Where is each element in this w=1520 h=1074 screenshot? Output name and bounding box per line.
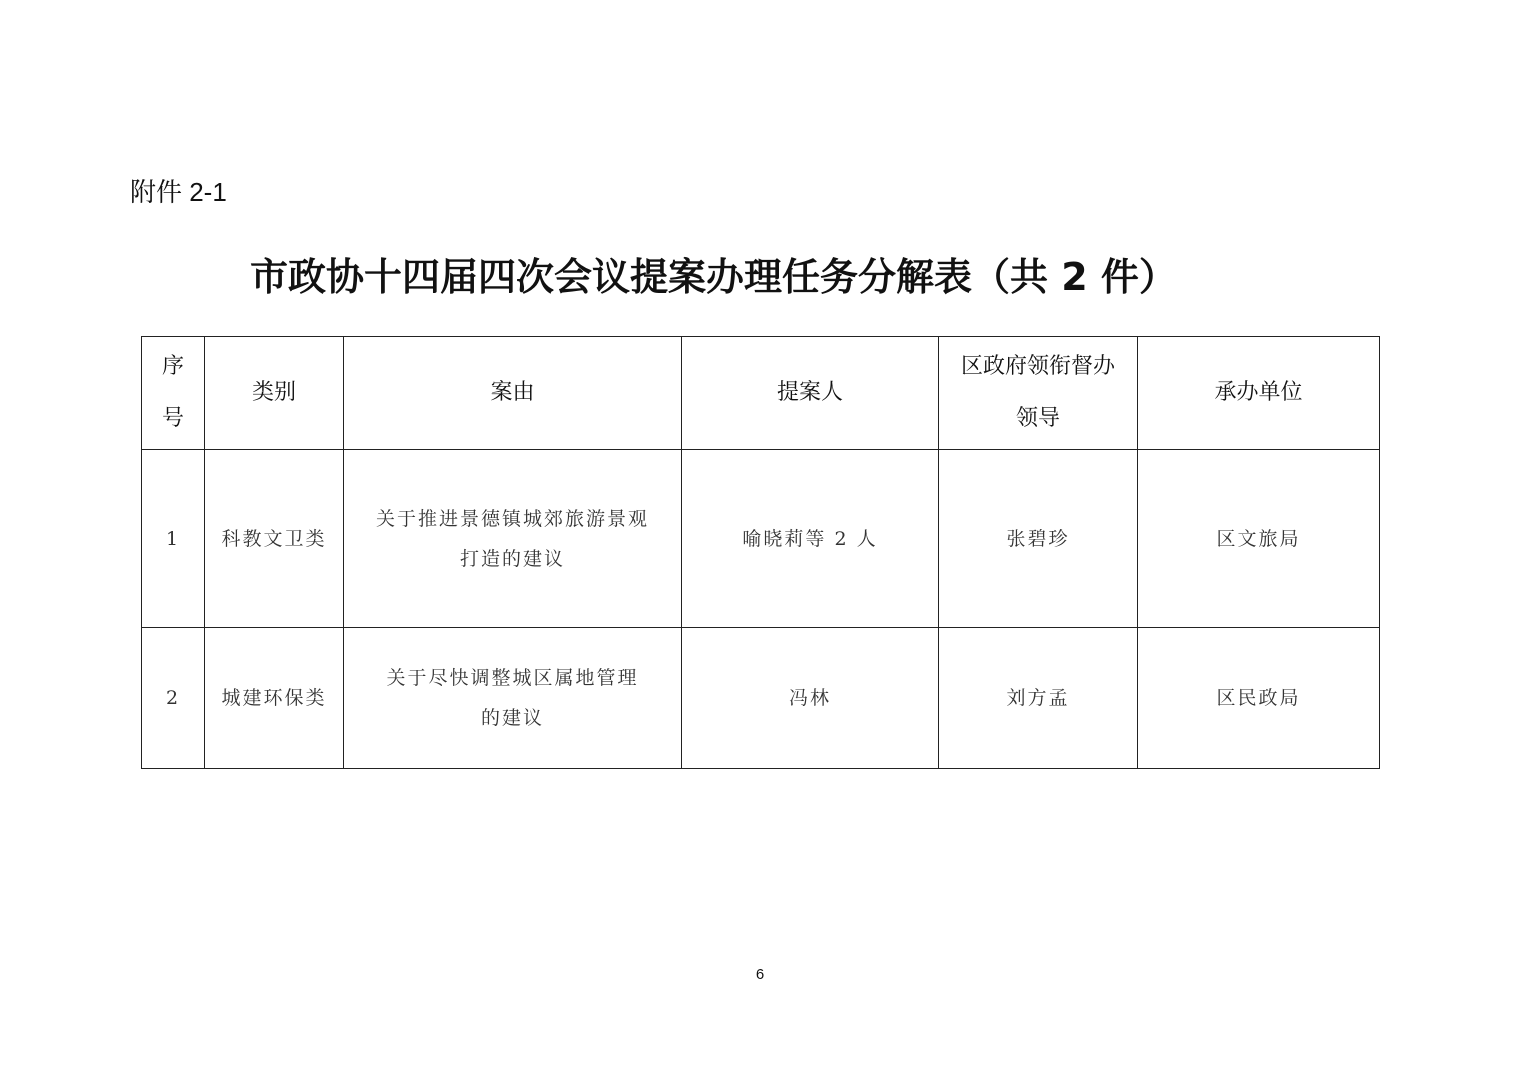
header-unit: 承办单位 (1138, 337, 1380, 450)
attachment-label: 附件 2-1 (130, 177, 227, 207)
header-seq (142, 337, 205, 450)
header-case: 案由 (344, 337, 682, 450)
cell-seq: 1 (142, 450, 205, 628)
page-number: 6 (755, 966, 765, 983)
header-category: 类别 (205, 337, 344, 450)
cell-leader: 张碧珍 (939, 450, 1138, 628)
cell-unit: 区文旅局 (1138, 450, 1380, 628)
document-title: 市政协十四届四次会议提案办理任务分解表（共 2 件） (250, 255, 1177, 299)
cell-case-line1: 关于推进景德镇城郊旅游景观 (375, 507, 649, 530)
header-seq-line2: 号 (161, 406, 184, 431)
table-row (142, 628, 1380, 769)
cell-leader: 刘方孟 (939, 628, 1138, 769)
header-seq-line1: 序 (161, 354, 184, 379)
cell-unit: 区民政局 (1138, 628, 1380, 769)
cell-proposer: 冯林 (682, 628, 939, 769)
cell-case-line1: 关于尽快调整城区属地管理 (386, 667, 639, 689)
cell-category: 城建环保类 (205, 628, 344, 769)
header-leader (939, 337, 1138, 450)
table-row (142, 450, 1380, 628)
cell-case-line2: 的建议 (480, 707, 544, 729)
task-table (141, 336, 1380, 769)
cell-proposer: 喻晓莉等 2 人 (682, 450, 939, 628)
cell-case (344, 450, 682, 628)
cell-category: 科教文卫类 (205, 450, 344, 628)
cell-seq: 2 (142, 628, 205, 769)
header-proposer: 提案人 (682, 337, 939, 450)
cell-case-line2: 打造的建议 (459, 547, 565, 570)
cell-case (344, 628, 682, 769)
header-leader-line2: 领导 (1015, 406, 1060, 431)
header-leader-line1: 区政府领衔督办 (960, 354, 1115, 379)
table-header-row (142, 337, 1380, 450)
